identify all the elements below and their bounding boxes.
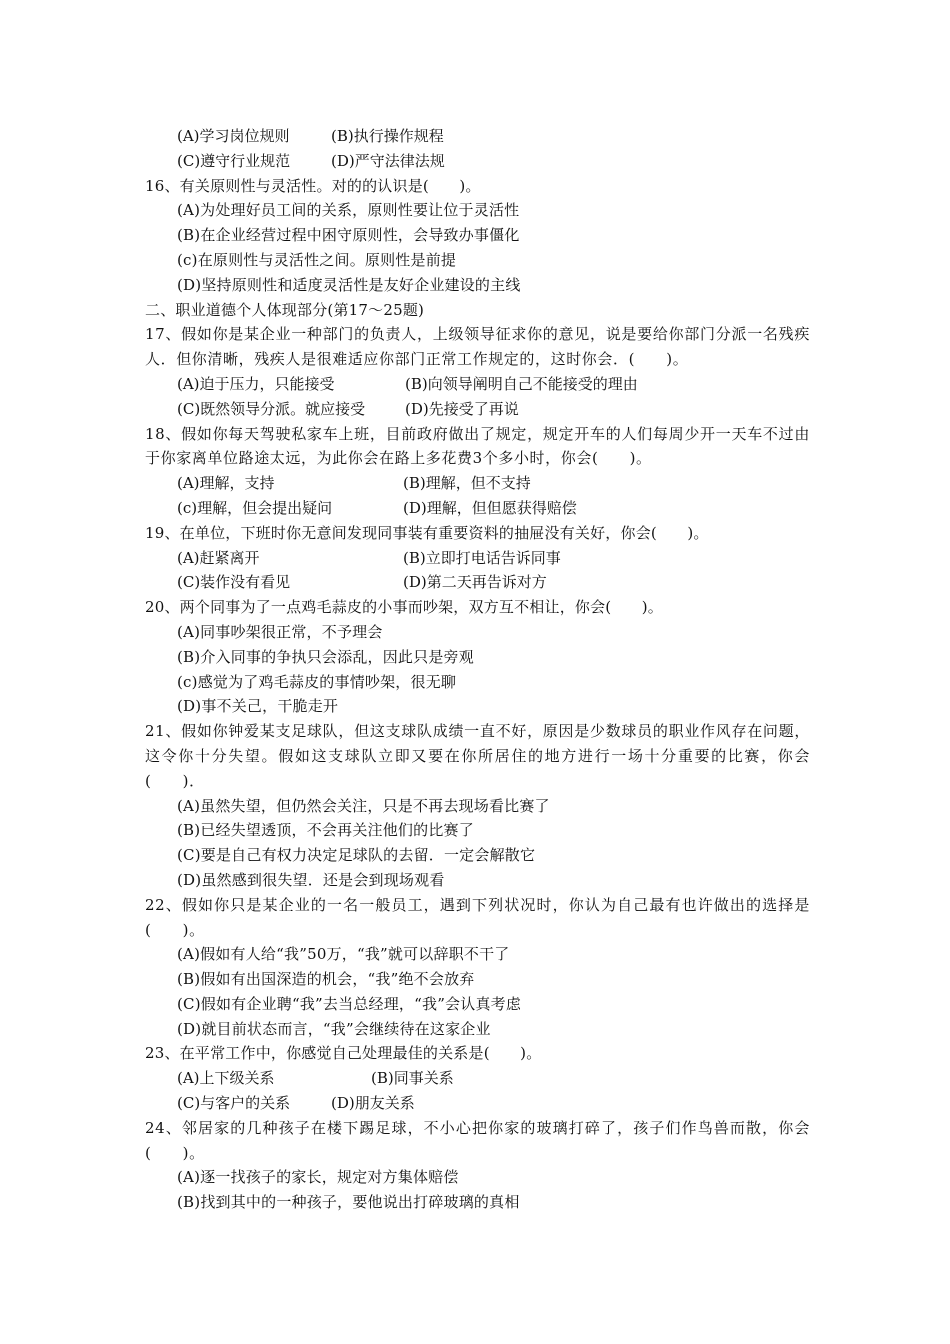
q15-option-a: (A)学习岗位规则 — [177, 127, 290, 145]
q22-question: 22、假如你只是某企业的一名一般员工，遇到下列状况时，你认为自己最有也许做出的选择是( )。 — [145, 895, 810, 939]
q18-option-a: (A)理解，支持 — [177, 474, 275, 493]
q19-option-d: (D)第二天再告诉对方 — [403, 573, 547, 592]
q17-question: 17、假如你是某企业一种部门的负责人，上级领导征求你的意见，说是要给你部门分派一名残疾人．但你清晰，残疾人是很难适应你部门正常工作规定的，这时你会．( )。 — [145, 325, 810, 369]
q16-question: 16、有关原则性与灵活性。对的的认识是( )。 — [145, 176, 481, 195]
q20-option-c: (c)感觉为了鸡毛蒜皮的事情吵架，很无聊 — [177, 672, 457, 691]
section-heading: 二、职业道德个人体现部分(第17～25题) — [145, 300, 425, 319]
q23-option-c: (C)与客户的关系 — [177, 1094, 291, 1113]
q21-option-a: (A)虽然失望，但仍然会关注，只是不再去现场看比赛了 — [177, 796, 550, 815]
q18-option-c: (c)理解，但会提出疑问 — [177, 498, 333, 517]
q15-option-c: (C)遵守行业规范 — [177, 151, 291, 170]
q19-question: 19、在单位，下班时你无意间发现同事装有重要资料的抽屉没有关好，你会( )。 — [145, 523, 709, 542]
q23-options-row-1 — [145, 1066, 810, 1091]
q19-option-b: (B)立即打电话告诉同事 — [403, 548, 561, 567]
q17-options-row-1 — [145, 372, 810, 397]
q16-option-c: (c)在原则性与灵活性之间。原则性是前提 — [177, 250, 457, 269]
q16-option-a: (A)为处理好员工间的关系，原则性要让位于灵活性 — [177, 201, 520, 220]
q18-question: 18、假如你每天驾驶私家车上班，目前政府做出了规定，规定开车的人们每周少开一天车不过由于你家离单位路途太远，为此你会在路上多花费3个多小时，你会( )。 — [145, 424, 810, 468]
document-content — [145, 124, 810, 1215]
q23-option-d: (D)朋友关系 — [331, 1094, 415, 1113]
q19-option-a: (A)赶紧离开 — [177, 548, 260, 567]
q22-option-a: (A)假如有人给“我”50万，“我”就可以辞职不干了 — [177, 945, 510, 964]
q17-option-a: (A)迫于压力，只能接受 — [177, 374, 335, 393]
q23-option-a: (A)上下级关系 — [177, 1069, 275, 1088]
q15-options-row-2 — [145, 149, 810, 174]
q21-question: 21、假如你钟爱某支足球队，但这支球队成绩一直不好，原因是少数球员的职业作风存在问题，这令你十分失望。假如这支球队立即又要在你所居住的地方进行一场十分重要的比赛，你会( )． — [145, 722, 810, 790]
q17-option-b: (B)向领导阐明自己不能接受的理由 — [405, 374, 638, 393]
q21-option-b: (B)已经失望透顶，不会再关注他们的比赛了 — [177, 821, 474, 840]
q24-option-b: (B)找到其中的一种孩子，要他说出打碎玻璃的真相 — [177, 1193, 520, 1212]
q16-option-b: (B)在企业经营过程中困守原则性，会导致办事僵化 — [177, 226, 520, 245]
q19-options-row-2 — [145, 570, 810, 595]
q16-option-d: (D)坚持原则性和适度灵活性是友好企业建设的主线 — [177, 275, 521, 294]
q24-question: 24、邻居家的几种孩子在楼下踢足球，不小心把你家的玻璃打碎了，孩子们作鸟兽而散，你会( )。 — [145, 1118, 810, 1162]
q21-option-d: (D)虽然感到很失望．还是会到现场观看 — [177, 870, 445, 889]
q24-option-a: (A)逐一找孩子的家长，规定对方集体赔偿 — [177, 1168, 459, 1187]
q20-option-d: (D)事不关己，干脆走开 — [177, 697, 339, 716]
q20-option-a: (A)同事吵架很正常，不予理会 — [177, 622, 383, 641]
q20-question: 20、两个同事为了一点鸡毛蒜皮的小事而吵架，双方互不相让，你会( )。 — [145, 598, 663, 617]
q23-option-b: (B)同事关系 — [371, 1069, 454, 1088]
q18-options-row-1 — [145, 471, 810, 496]
q22-option-c: (C)假如有企业聘“我”去当总经理，“我”会认真考虑 — [177, 994, 522, 1013]
q22-option-b: (B)假如有出国深造的机会，“我”绝不会放弃 — [177, 970, 475, 989]
q17-options-row-2 — [145, 397, 810, 422]
q18-options-row-2 — [145, 496, 810, 521]
q18-option-b: (B)理解，但不支持 — [403, 474, 531, 493]
q19-options-row-1 — [145, 546, 810, 571]
q17-option-c: (C)既然领导分派。就应接受 — [177, 399, 366, 418]
q23-question: 23、在平常工作中，你感觉自己处理最佳的关系是( )。 — [145, 1044, 542, 1063]
q15-options-row-1 — [145, 124, 810, 149]
q23-options-row-2 — [145, 1091, 810, 1116]
q19-option-c: (C)装作没有看见 — [177, 573, 291, 592]
q15-option-d: (D)严守法律法规 — [331, 151, 445, 170]
q18-option-d: (D)理解，但但愿获得赔偿 — [403, 498, 577, 517]
q15-option-b: (B)执行操作规程 — [331, 127, 444, 145]
q22-option-d: (D)就目前状态而言，“我”会继续待在这家企业 — [177, 1019, 491, 1038]
q17-option-d: (D)先接受了再说 — [405, 399, 519, 418]
q20-option-b: (B)介入同事的争执只会添乱，因此只是旁观 — [177, 647, 474, 666]
q21-option-c: (C)要是自己有权力决定足球队的去留．一定会解散它 — [177, 846, 536, 865]
